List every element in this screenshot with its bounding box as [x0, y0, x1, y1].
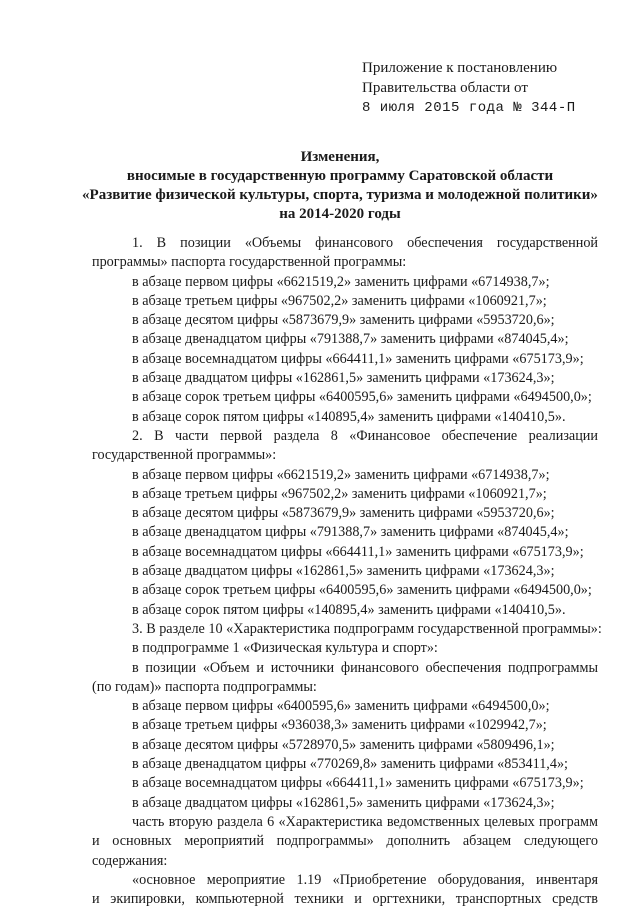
attachment-line-1: Приложение к постановлению: [362, 60, 558, 76]
section-1-intro: 1. В позиции «Объемы финансового обеспечения государственной: [132, 235, 598, 251]
section-2-intro: 2. В части первой раздела 8 «Финансовое обеспечение реализации: [132, 427, 598, 444]
section-3-item: в абзаце двенадцатом цифры «770269,8» заменить цифрами «853411,4»;: [132, 756, 568, 773]
section-3-item: в абзаце первом цифры «6400595,6» заменить цифрами «6494500,0»;: [132, 698, 550, 715]
section-1-item: в абзаце третьем цифры «967502,2» заменить цифрами «1060921,7»;: [132, 292, 547, 309]
title-line-4: на 2014-2020 годы: [279, 206, 401, 222]
section-2-item: в абзаце десятом цифры «5873679,9» заменить цифрами «5953720,6»;: [132, 505, 555, 522]
section-3-position: в позиции «Объем и источники финансового обеспечения подпрограммы: [132, 659, 598, 676]
section-2-item: в абзаце сорок третьем цифры «6400595,6» заменить цифрами «6494500,0»;: [132, 582, 592, 599]
section-1-item: в абзаце восемнадцатом цифры «664411,1» заменить цифрами «675173,9»;: [132, 350, 584, 367]
section-3-subprogram: в подпрограмме 1 «Физическая культура и спорт»:: [132, 640, 438, 657]
section-1-intro-cont: программы» паспорта государственной программы:: [92, 254, 407, 271]
section-3-item: в абзаце восемнадцатом цифры «664411,1» заменить цифрами «675173,9»;: [132, 775, 584, 792]
title-line-1: Изменения,: [300, 149, 380, 165]
section-1-item: в абзаце десятом цифры «5873679,9» заменить цифрами «5953720,6»;: [132, 312, 555, 329]
section-2-intro-cont: государственной программы»:: [92, 447, 277, 464]
section-3-item: в абзаце десятом цифры «5728970,5» заменить цифрами «5809496,1»;: [132, 736, 555, 753]
document-body: [92, 234, 602, 909]
section-2-item: в абзаце двенадцатом цифры «791388,7» заменить цифрами «874045,4»;: [132, 524, 569, 541]
section-1-item: в абзаце сорок третьем цифры «6400595,6» заменить цифрами «6494500,0»;: [132, 389, 592, 406]
attachment-line-3: 8 июля 2015 года № 344-П: [362, 100, 576, 116]
title-line-3: «Развитие физической культуры, спорта, туризма и молодежной политики»: [82, 187, 598, 203]
section-3-position-cont: (по годам)» паспорта подпрограммы:: [92, 678, 317, 695]
section-3-part-paragraph: часть вторую раздела 6 «Характеристика ведомственных целевых программ и основных мероприятий подпрограммы» дополнить абзацем следующего содержания:: [92, 813, 598, 869]
section-1-item: в абзаце двадцатом цифры «162861,5» заменить цифрами «173624,3»;: [132, 370, 555, 387]
section-2-item: в абзаце двадцатом цифры «162861,5» заменить цифрами «173624,3»;: [132, 563, 555, 580]
section-2-item: в абзаце восемнадцатом цифры «664411,1» заменить цифрами «675173,9»;: [132, 543, 584, 560]
section-1-item: в абзаце первом цифры «6621519,2» заменить цифрами «6714938,7»;: [132, 273, 550, 290]
document-title: [60, 148, 620, 224]
section-1-item: в абзаце сорок пятом цифры «140895,4» заменить цифрами «140410,5».: [132, 408, 566, 425]
section-1-item: в абзаце двенадцатом цифры «791388,7» заменить цифрами «874045,4»;: [132, 331, 569, 348]
section-2-item: в абзаце третьем цифры «967502,2» заменить цифрами «1060921,7»;: [132, 485, 547, 502]
section-2-item: в абзаце первом цифры «6621519,2» заменить цифрами «6714938,7»;: [132, 466, 550, 483]
section-3-item: в абзаце третьем цифры «936038,3» заменить цифрами «1029942,7»;: [132, 717, 547, 734]
attachment-line-2: Правительства области от: [362, 80, 528, 96]
section-3-intro: 3. В разделе 10 «Характеристика подпрограмм государственной программы»:: [132, 620, 602, 637]
section-3-item: в абзаце двадцатом цифры «162861,5» заменить цифрами «173624,3»;: [132, 794, 555, 811]
section-3-event: «основное мероприятие 1.19 «Приобретение оборудования, инвентаря: [132, 871, 598, 888]
section-3-event-cont: и экипировки, компьютерной техники и оргтехники, транспортных средств: [92, 891, 598, 908]
attachment-note: [362, 58, 576, 118]
title-line-2: вносимые в государственную программу Саратовской области: [126, 168, 554, 184]
section-2-item: в абзаце сорок пятом цифры «140895,4» заменить цифрами «140410,5».: [132, 601, 566, 618]
